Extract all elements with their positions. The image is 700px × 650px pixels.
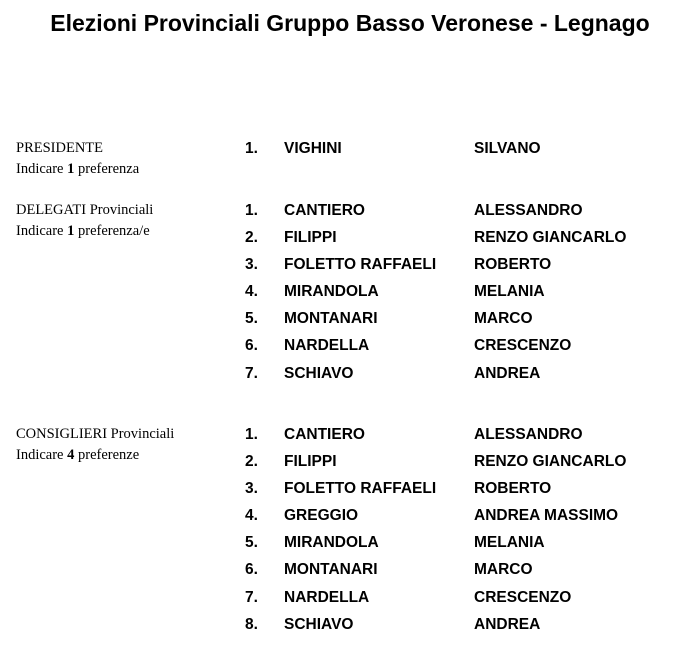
section-instruction: Indicare 4 preferenze <box>16 447 140 463</box>
candidate-number: 5. <box>245 310 258 328</box>
candidate-surname: CANTIERO <box>284 202 365 219</box>
candidate-row <box>0 139 700 166</box>
candidate-surname: NARDELLA <box>284 588 370 606</box>
candidate-name: RENZO GIANCARLO <box>474 229 627 247</box>
page-title: Elezioni Provinciali Gruppo Basso Veronese - Legnago <box>50 10 650 36</box>
candidate-number: 4. <box>245 507 258 525</box>
candidate-row <box>0 228 700 255</box>
candidate-name: RENZO GIANCARLO <box>474 453 627 471</box>
candidate-surname: NARDELLA <box>284 337 370 355</box>
candidate-name: ANDREA <box>474 364 541 382</box>
candidate-name: MARCO <box>474 561 533 579</box>
candidate-name: CRESCENZO <box>474 588 572 606</box>
section-heading: DELEGATI Provinciali <box>16 202 154 218</box>
candidate-list <box>0 425 700 642</box>
preference-count: 1 <box>67 161 75 177</box>
candidate-name: MELANIA <box>474 283 545 301</box>
candidate-surname: MONTANARI <box>284 561 378 579</box>
candidate-row <box>0 615 700 642</box>
candidate-number: 7. <box>245 364 258 382</box>
candidate-row <box>0 506 700 533</box>
candidate-name: MELANIA <box>474 534 545 552</box>
candidate-surname: VIGHINI <box>284 140 342 157</box>
candidate-surname: MIRANDOLA <box>284 534 379 552</box>
candidate-name: CRESCENZO <box>474 337 572 355</box>
candidate-name: ANDREA MASSIMO <box>474 507 619 525</box>
candidate-surname: FOLETTO RAFFAELI <box>284 480 437 498</box>
candidate-number: 1. <box>245 426 258 443</box>
preference-count: 1 <box>67 223 75 239</box>
candidate-number: 3. <box>245 480 258 498</box>
candidate-list <box>0 139 700 166</box>
candidate-name: ROBERTO <box>474 256 552 274</box>
candidate-surname: SCHIAVO <box>284 615 354 633</box>
candidate-name: ALESSANDRO <box>474 426 583 443</box>
candidate-row <box>0 452 700 479</box>
candidate-number: 6. <box>245 337 258 355</box>
candidate-number: 7. <box>245 588 258 606</box>
candidate-row <box>0 425 700 452</box>
candidate-row <box>0 588 700 615</box>
candidate-name: ROBERTO <box>474 480 552 498</box>
candidate-row <box>0 560 700 587</box>
candidate-surname: FILIPPI <box>284 453 337 471</box>
section-heading: PRESIDENTE <box>16 140 103 156</box>
candidate-number: 2. <box>245 453 258 471</box>
preference-count: 4 <box>67 447 75 463</box>
candidate-surname: CANTIERO <box>284 426 365 443</box>
section-heading: CONSIGLIERI Provinciali <box>16 426 175 442</box>
candidate-row <box>0 255 700 282</box>
candidate-number: 4. <box>245 283 258 301</box>
candidate-number: 8. <box>245 615 258 633</box>
candidate-row <box>0 282 700 309</box>
candidate-number: 1. <box>245 140 258 157</box>
candidate-list <box>0 201 700 391</box>
candidate-name: SILVANO <box>474 140 541 157</box>
candidate-number: 3. <box>245 256 258 274</box>
section-instruction: Indicare 1 preferenza <box>16 161 140 177</box>
candidate-name: MARCO <box>474 310 533 328</box>
candidate-surname: MIRANDOLA <box>284 283 379 301</box>
candidate-number: 6. <box>245 561 258 579</box>
candidate-number: 5. <box>245 534 258 552</box>
candidate-surname: SCHIAVO <box>284 364 354 382</box>
candidate-number: 1. <box>245 202 258 219</box>
candidate-row <box>0 336 700 363</box>
candidate-surname: FILIPPI <box>284 229 337 247</box>
candidate-surname: GREGGIO <box>284 507 359 525</box>
section-instruction: Indicare 1 preferenza/e <box>16 223 150 239</box>
candidate-row <box>0 533 700 560</box>
candidate-surname: MONTANARI <box>284 310 378 328</box>
candidate-name: ANDREA <box>474 615 541 633</box>
candidate-row <box>0 479 700 506</box>
candidate-row <box>0 309 700 336</box>
candidate-number: 2. <box>245 229 258 247</box>
candidate-row <box>0 201 700 228</box>
candidate-row <box>0 364 700 391</box>
candidate-surname: FOLETTO RAFFAELI <box>284 256 437 274</box>
candidate-name: ALESSANDRO <box>474 202 583 219</box>
